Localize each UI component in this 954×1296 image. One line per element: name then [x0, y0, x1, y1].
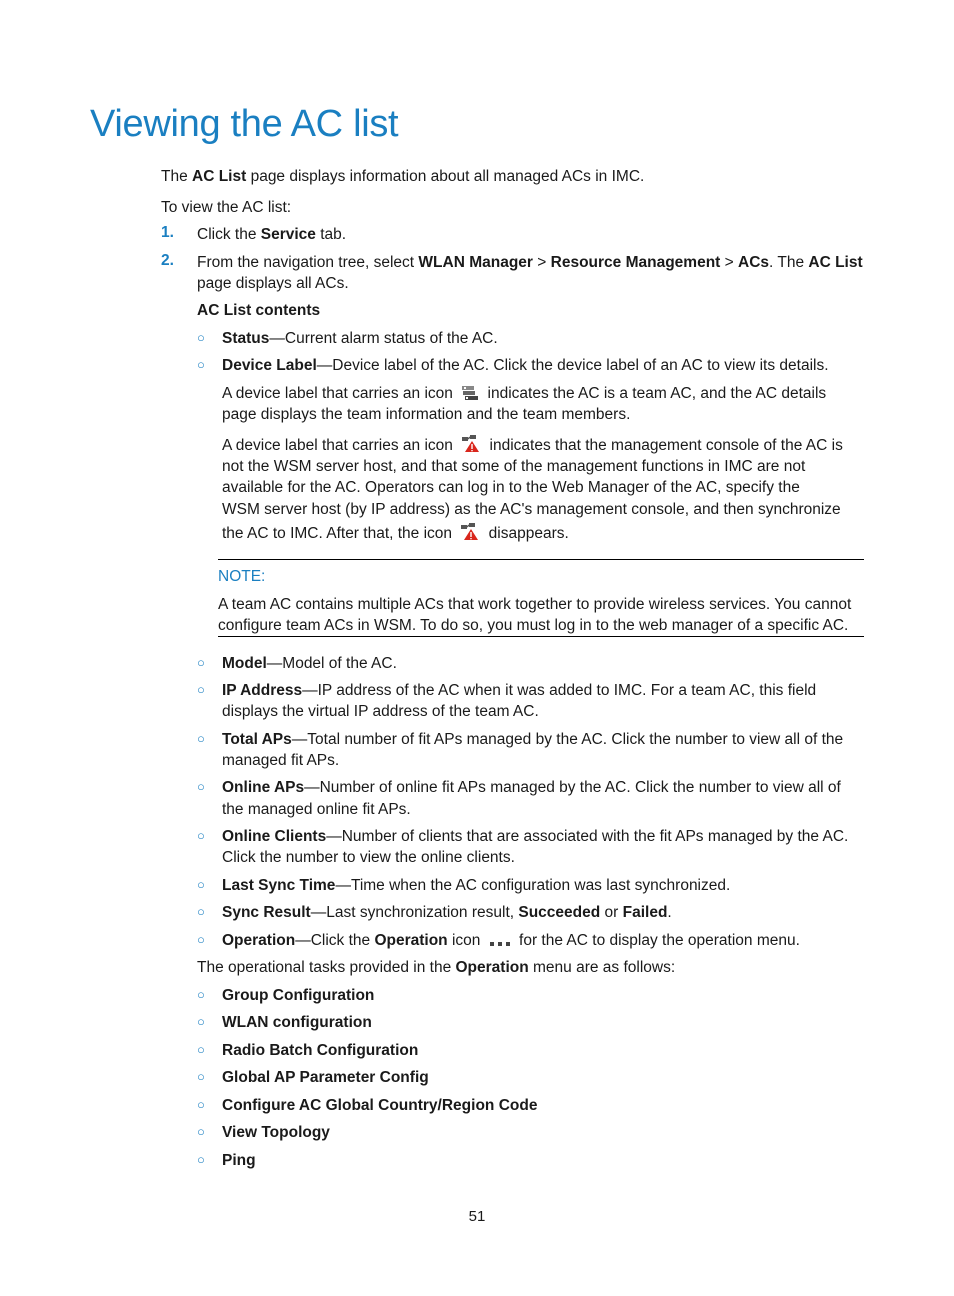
operations-intro: The operational tasks provided in the Operation menu are as follows:: [197, 959, 676, 976]
field-sync-result: Sync Result—Last synchronization result, Succeeded or Failed.: [222, 904, 672, 921]
bullet: ○: [197, 655, 205, 670]
console-icon-text-l5: the AC to IMC. After that, the icon disappears.: [222, 523, 569, 547]
contents-heading: AC List contents: [197, 302, 321, 319]
bullet: ○: [197, 330, 205, 345]
bullet: ○: [197, 1152, 205, 1167]
field-device-label: Device Label—Device label of the AC. Click the device label of an AC to view its details.: [222, 357, 829, 374]
bullet: ○: [197, 682, 205, 697]
step-2: From the navigation tree, select WLAN Manager > Resource Management > ACs. The AC List: [197, 254, 863, 271]
bullet: ○: [197, 1124, 205, 1139]
intro-paragraph: The AC List page displays information about all managed ACs in IMC.: [161, 168, 645, 185]
bullet: ○: [197, 357, 205, 372]
bullet: ○: [197, 904, 205, 919]
op-item: View Topology: [222, 1124, 330, 1141]
op-item: Group Configuration: [222, 987, 375, 1004]
bullet: ○: [197, 1069, 205, 1084]
op-item: WLAN configuration: [222, 1014, 372, 1031]
console-icon-text-l2: not the WSM server host, and that some of the management functions in IMC are not: [222, 458, 806, 475]
op-item: Configure AC Global Country/Region Code: [222, 1097, 538, 1114]
bullet: ○: [197, 1042, 205, 1057]
note-bottom-rule: [218, 636, 864, 637]
field-ip-address-line2: displays the virtual IP address of the team AC.: [222, 703, 539, 720]
to-view-text: To view the AC list:: [161, 199, 292, 216]
field-last-sync-time: Last Sync Time—Time when the AC configuration was last synchronized.: [222, 877, 731, 894]
field-model: Model—Model of the AC.: [222, 655, 397, 672]
field-operation: Operation—Click the Operation icon for the AC to display the operation menu.: [222, 930, 800, 954]
step-number-2: 2.: [161, 252, 174, 269]
management-console-alert-icon: [460, 523, 480, 547]
step-1: Click the Service tab.: [197, 226, 347, 243]
team-icon-text: A device label that carries an icon indicates the AC is a team AC, and the AC details: [222, 383, 826, 407]
field-total-aps-line2: managed fit APs.: [222, 752, 340, 769]
op-item: Radio Batch Configuration: [222, 1042, 419, 1059]
bullet: ○: [197, 779, 205, 794]
page-number: 51: [468, 1208, 486, 1225]
op-item: Global AP Parameter Config: [222, 1069, 429, 1086]
field-online-aps: Online APs—Number of online fit APs managed by the AC. Click the number to view all of: [222, 779, 841, 796]
note-text-line1: A team AC contains multiple ACs that work together to provide wireless services. You cannot: [218, 596, 852, 613]
field-ip-address: IP Address—IP address of the AC when it was added to IMC. For a team AC, this field: [222, 682, 817, 699]
bullet: ○: [197, 731, 205, 746]
bullet: ○: [197, 987, 205, 1002]
console-icon-text: A device label that carries an icon indicates that the management console of the AC is: [222, 435, 843, 459]
step-2-line2: page displays all ACs.: [197, 275, 349, 292]
field-total-aps: Total APs—Total number of fit APs managed by the AC. Click the number to view all of the: [222, 731, 844, 748]
console-icon-text-l3: available for the AC. Operators can log in to the Web Manager of the AC, specify the: [222, 479, 800, 496]
bullet: ○: [197, 828, 205, 843]
field-online-aps-line2: the managed online fit APs.: [222, 801, 411, 818]
step-number-1: 1.: [161, 224, 174, 241]
note-label: NOTE:: [218, 568, 266, 585]
bullet: ○: [197, 1014, 205, 1029]
page-title: Viewing the AC list: [90, 103, 399, 145]
note-top-rule: [218, 559, 864, 560]
operation-menu-icon: [489, 933, 511, 954]
team-icon-text-line2: page displays the team information and the team members.: [222, 406, 631, 423]
bullet: ○: [197, 1097, 205, 1112]
field-status: Status—Current alarm status of the AC.: [222, 330, 498, 347]
bullet: ○: [197, 877, 205, 892]
field-online-clients-line2: Click the number to view the online clients.: [222, 849, 515, 866]
op-item: Ping: [222, 1152, 256, 1169]
field-online-clients: Online Clients—Number of clients that are associated with the fit APs managed by the AC.: [222, 828, 849, 845]
console-icon-text-l4: WSM server host (by IP address) as the AC's management console, and then synchronize: [222, 501, 841, 518]
note-text-line2: configure team ACs in WSM. To do so, you must log in to the web manager of a specific AC.: [218, 617, 849, 634]
bullet: ○: [197, 932, 205, 947]
